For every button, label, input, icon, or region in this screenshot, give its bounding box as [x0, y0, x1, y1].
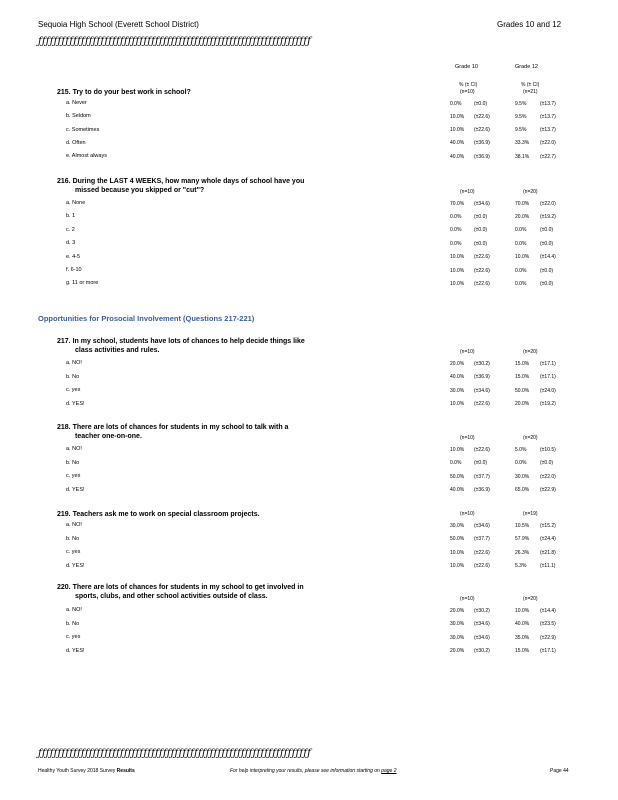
pct-g12: 40.0% [515, 621, 530, 627]
sample-size-g10: (n=10) [460, 596, 475, 602]
ci-g10: (±36.9) [474, 374, 490, 380]
ci-g12: (±22.7) [540, 153, 556, 160]
pct-g12: 0.0% [515, 280, 527, 287]
decor-line-bottom: ƒƒƒƒƒƒƒƒƒƒƒƒƒƒƒƒƒƒƒƒƒƒƒƒƒƒƒƒƒƒƒƒƒƒƒƒƒƒƒƒƒƒƒƒƒƒƒƒƒƒƒƒƒƒƒƒƒƒƒƒƒƒƒƒƒƒƒƒƒƒ [38, 748, 312, 759]
pct-g12: 0.0% [515, 240, 527, 247]
answer-option: c. Sometimes [66, 126, 100, 133]
pct-g12: 10.0% [515, 254, 530, 261]
pct-g10: 10.0% [450, 127, 465, 134]
ci-g12: (±19.2) [540, 213, 556, 220]
pct-g10: 70.0% [450, 200, 465, 207]
ci-g12: (±0.0) [540, 460, 554, 466]
decor-line-top: ƒƒƒƒƒƒƒƒƒƒƒƒƒƒƒƒƒƒƒƒƒƒƒƒƒƒƒƒƒƒƒƒƒƒƒƒƒƒƒƒƒƒƒƒƒƒƒƒƒƒƒƒƒƒƒƒƒƒƒƒƒƒƒƒƒƒƒƒƒƒ [38, 36, 312, 47]
ci-g10: (±22.6) [474, 401, 490, 407]
footer-survey [38, 768, 135, 774]
pct-g12: 10.5% [515, 522, 530, 529]
ci-g10: (±22.6) [474, 113, 490, 120]
answer-option: d. YES! [66, 647, 85, 654]
pct-g10: 0.0% [450, 227, 462, 234]
ci-g12: (±17.1) [540, 360, 556, 367]
ci-g10: (±37.7) [474, 473, 490, 480]
question-text: 218. There are lots of chances for students in my school to talk with a [57, 424, 289, 431]
ci-g12: (±15.2) [540, 522, 556, 529]
ci-g10: (±0.0) [474, 100, 488, 107]
ci-g10: (±0.0) [474, 460, 488, 466]
ci-g10: (±34.6) [474, 200, 490, 207]
section-title: Opportunities for Prosocial Involvement (Questions 217-221) [38, 314, 255, 323]
pct-g12: 0.0% [515, 267, 527, 274]
answer-option: c. yes [66, 634, 81, 640]
answer-option: b. No [66, 459, 80, 466]
answer-option: b. No [66, 535, 80, 542]
ci-g10: (±34.6) [474, 387, 490, 394]
ci-g12: (±14.4) [540, 607, 556, 614]
answer-option: e. Almost always [66, 153, 107, 160]
answer-option: e. 4-5 [66, 253, 81, 260]
question-text: missed because you skipped or "cut"? [75, 187, 205, 194]
pct-g10: 10.0% [450, 563, 465, 569]
pct-g10: 30.0% [450, 522, 465, 529]
answer-option: b. 1 [66, 213, 76, 220]
ci-g10: (±22.6) [474, 127, 490, 134]
question-text: teacher one-on-one. [75, 433, 142, 440]
pct-g12: 15.0% [515, 360, 530, 367]
pct-g12: 20.0% [515, 401, 530, 407]
grade12-header: Grade 12 [515, 64, 538, 70]
ci-header-g10: % (± CI) [459, 82, 478, 88]
ci-g10: (±0.0) [474, 227, 488, 234]
answer-option: a. NO! [66, 446, 82, 452]
ci-g12: (±14.4) [540, 254, 556, 261]
pct-g10: 0.0% [450, 213, 462, 220]
ci-g10: (±22.6) [474, 280, 490, 287]
answer-option: a. None [66, 200, 86, 206]
sample-size-g12: (n=21) [523, 89, 538, 95]
pct-g12: 33.3% [515, 140, 530, 147]
footer-page-link[interactable]: page 2 [381, 768, 397, 774]
ci-g10: (±37.7) [474, 536, 490, 542]
sample-size-g10: (n=10) [460, 435, 475, 441]
ci-g10: (±36.9) [474, 487, 490, 493]
pct-g12: 65.0% [515, 487, 530, 493]
pct-g12: 5.0% [515, 446, 527, 453]
ci-g10: (±22.6) [474, 254, 490, 261]
pct-g12: 50.0% [515, 387, 530, 394]
answer-option: b. No [66, 620, 80, 627]
answer-option: d. YES! [66, 562, 85, 569]
pct-g12: 0.0% [515, 460, 527, 466]
ci-g12: (±24.0) [540, 387, 556, 394]
pct-g12: 38.1% [515, 153, 530, 160]
question-text: 215. Try to do your best work in school? [57, 89, 191, 96]
ci-g12: (±13.7) [540, 127, 556, 134]
pct-g12: 9.5% [515, 113, 527, 120]
pct-g12: 15.0% [515, 374, 530, 380]
ci-g12: (±22.0) [540, 473, 556, 480]
pct-g10: 30.0% [450, 621, 465, 627]
pct-g10: 50.0% [450, 473, 465, 480]
answer-option: a. NO! [66, 607, 82, 613]
pct-g10: 10.0% [450, 549, 465, 556]
ci-g12: (±0.0) [540, 267, 554, 274]
answer-option: c. yes [66, 387, 81, 393]
answer-option: a. Never [66, 100, 87, 106]
pct-g10: 40.0% [450, 374, 465, 380]
ci-g12: (±22.0) [540, 140, 556, 147]
pct-g10: 10.0% [450, 254, 465, 261]
sample-size-g12: (n=20) [523, 596, 538, 602]
sample-size-g12: (n=20) [523, 435, 538, 441]
pct-g12: 9.5% [515, 100, 527, 107]
pct-g10: 30.0% [450, 634, 465, 641]
ci-g12: (±22.0) [540, 200, 556, 207]
pct-g12: 15.0% [515, 648, 530, 654]
answer-option: a. NO! [66, 522, 82, 528]
answer-option: c. yes [66, 549, 81, 555]
pct-g10: 0.0% [450, 460, 462, 466]
ci-g12: (±11.1) [540, 563, 556, 569]
pct-g12: 35.0% [515, 634, 530, 641]
answer-option: d. YES! [66, 486, 85, 493]
header-grades: Grades 10 and 12 [497, 20, 562, 29]
grade10-header: Grade 10 [455, 64, 478, 70]
pct-g10: 10.0% [450, 113, 465, 120]
question-text: sports, clubs, and other school activities outside of class. [75, 593, 268, 600]
answer-option: f. 6-10 [66, 267, 82, 273]
footer-results: Results [116, 768, 135, 774]
pct-g12: 9.5% [515, 127, 527, 134]
pct-g12: 0.0% [515, 227, 527, 234]
pct-g10: 40.0% [450, 487, 465, 493]
ci-g12: (±0.0) [540, 227, 554, 234]
pct-g12: 26.3% [515, 549, 530, 556]
pct-g10: 10.0% [450, 401, 465, 407]
ci-g10: (±22.6) [474, 446, 490, 453]
ci-g12: (±10.5) [540, 446, 556, 453]
answer-option: a. NO! [66, 360, 82, 366]
ci-g10: (±36.9) [474, 153, 490, 160]
ci-g12: (±19.2) [540, 401, 556, 407]
pct-g12: 30.0% [515, 473, 530, 480]
ci-g10: (±34.6) [474, 621, 490, 627]
ci-g10: (±30.2) [474, 648, 490, 654]
pct-g10: 20.0% [450, 648, 465, 654]
ci-g10: (±22.6) [474, 549, 490, 556]
question-text: 220. There are lots of chances for students in my school to get involved in [57, 584, 304, 591]
sample-size-g12: (n=20) [523, 349, 538, 355]
pct-g10: 20.0% [450, 360, 465, 367]
answer-option: d. YES! [66, 400, 85, 407]
pct-g10: 20.0% [450, 607, 465, 614]
footer-page: Page 44 [550, 768, 569, 774]
ci-g12: (±17.1) [540, 648, 556, 654]
answer-option: c. 2 [66, 226, 75, 233]
pct-g12: 57.9% [515, 536, 530, 542]
pct-g10: 10.0% [450, 446, 465, 453]
sample-size-g12: (n=19) [523, 511, 538, 517]
ci-g12: (±22.9) [540, 487, 556, 493]
footer-help-text: For help interpreting your results, please see information starting on [230, 768, 380, 774]
question-text: 216. During the LAST 4 WEEKS, how many whole days of school have you [57, 178, 305, 185]
pct-g12: 20.0% [515, 213, 530, 220]
answer-option: c. yes [66, 473, 81, 479]
pct-g12: 5.3% [515, 563, 527, 569]
answer-option: b. Seldom [66, 113, 91, 120]
ci-header-g12: % (± CI) [521, 82, 540, 88]
ci-g12: (±13.7) [540, 100, 556, 107]
ci-g10: (±30.2) [474, 607, 490, 614]
pct-g10: 10.0% [450, 280, 465, 287]
ci-g12: (±21.8) [540, 549, 556, 556]
ci-g10: (±22.6) [474, 267, 490, 274]
pct-g10: 40.0% [450, 153, 465, 160]
ci-g10: (±36.9) [474, 140, 490, 147]
ci-g12: (±17.1) [540, 374, 556, 380]
ci-g12: (±22.9) [540, 634, 556, 641]
ci-g10: (±34.6) [474, 522, 490, 529]
pct-g10: 50.0% [450, 536, 465, 542]
ci-g12: (±23.5) [540, 621, 556, 627]
sample-size-g12: (n=20) [523, 189, 538, 195]
pct-g10: 30.0% [450, 387, 465, 394]
sample-size-g10: (n=10) [460, 349, 475, 355]
answer-option: d. 3 [66, 240, 76, 247]
pct-g10: 0.0% [450, 240, 462, 247]
answer-option: b. No [66, 373, 80, 380]
pct-g10: 40.0% [450, 140, 465, 147]
question-text: class activities and rules. [75, 347, 160, 354]
question-text: 219. Teachers ask me to work on special classroom projects. [57, 511, 260, 518]
ci-g12: (±13.7) [540, 113, 556, 120]
question-text: 217. In my school, students have lots of chances to help decide things like [57, 338, 305, 345]
sample-size-g10: (n=10) [460, 189, 475, 195]
ci-g10: (±0.0) [474, 213, 488, 220]
pct-g12: 70.0% [515, 200, 530, 207]
ci-g12: (±0.0) [540, 240, 554, 247]
pct-g10: 0.0% [450, 100, 462, 107]
ci-g10: (±0.0) [474, 240, 488, 247]
ci-g10: (±34.6) [474, 634, 490, 641]
answer-option: g. 11 or more [66, 280, 99, 287]
pct-g12: 10.0% [515, 607, 530, 614]
ci-g12: (±24.4) [540, 536, 556, 542]
ci-g10: (±30.2) [474, 360, 490, 367]
sample-size-g10: (n=10) [460, 89, 475, 95]
ci-g10: (±22.6) [474, 563, 490, 569]
footer-help [230, 768, 397, 774]
footer-survey-name: Healthy Youth Survey 2018 Survey [38, 768, 116, 774]
ci-g12: (±0.0) [540, 280, 554, 287]
sample-size-g10: (n=10) [460, 511, 475, 517]
answer-option: d. Often [66, 139, 86, 146]
pct-g10: 10.0% [450, 267, 465, 274]
header-school: Sequoia High School (Everett School District) [38, 20, 199, 29]
